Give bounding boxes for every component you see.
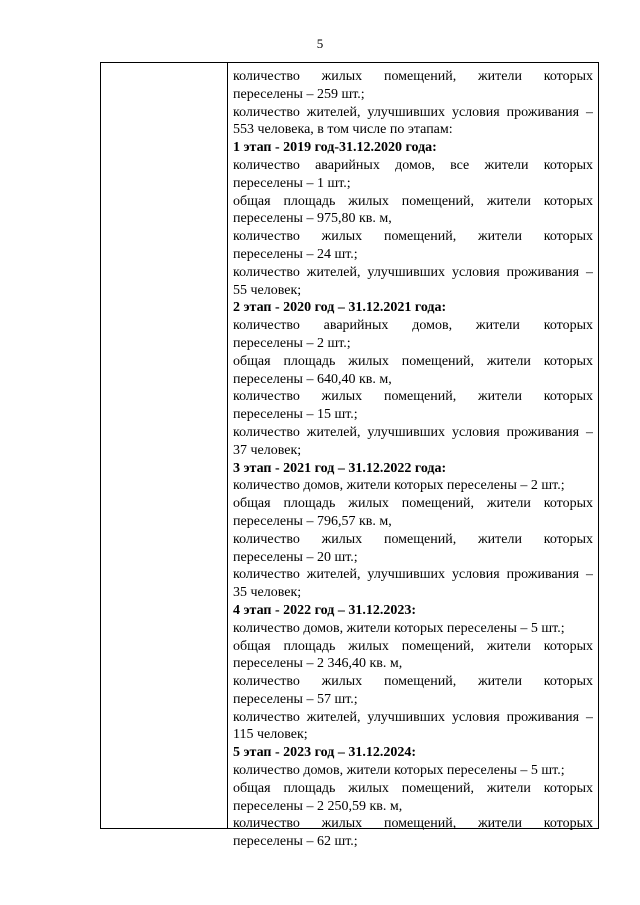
text-line: количество жителей, улучшивших условия проживания – [233, 264, 593, 280]
text-line: 553 человека, в том числе по этапам: [233, 122, 453, 138]
text-line: количество аварийных домов, все жители которых [233, 157, 593, 173]
text-line: общая площадь жилых помещений, жители которых [233, 638, 593, 654]
text-line: количество домов, жители которых переселены – 5 шт.; [233, 763, 565, 779]
text-line: количество жителей, улучшивших условия проживания – [233, 104, 593, 120]
table-left-cell [101, 63, 228, 828]
page-number: 5 [316, 36, 324, 51]
text-line: количество домов, жители которых переселены – 5 шт.; [233, 620, 565, 636]
table-right-cell [233, 68, 593, 851]
text-line: количество жилых помещений, жители которых [233, 531, 593, 547]
stage-heading: 4 этап - 2022 год – 31.12.2023: [233, 602, 416, 618]
text-line: переселены – 2 шт.; [233, 335, 351, 351]
text-line: 35 человек; [233, 585, 302, 601]
stage-heading: 3 этап - 2021 год – 31.12.2022 года: [233, 460, 447, 476]
text-line: переселены – 24 шт.; [233, 246, 358, 262]
text-line: количество жилых помещений, жители которых [233, 229, 593, 245]
text-line: количество жилых помещений, жители которых [233, 69, 593, 84]
text-line: 115 человек; [233, 727, 308, 743]
text-line: переселены – 1 шт.; [233, 175, 351, 191]
text-line: переселены – 975,80 кв. м, [233, 211, 392, 227]
text-line: количество аварийных домов, жители которых [233, 318, 593, 334]
text-line: переселены – 640,40 кв. м, [233, 371, 392, 387]
text-line: переселены – 2 250,59 кв. м, [233, 798, 403, 814]
text-line: переселены – 15 шт.; [233, 407, 358, 423]
text-line: общая площадь жилых помещений, жители которых [233, 353, 593, 369]
text-line: переселены – 259 шт.; [233, 86, 365, 102]
text-line: количество жилых помещений, жители которых [233, 816, 593, 832]
text-line: количество жителей, улучшивших условия проживания – [233, 567, 593, 583]
text-line: переселены – 2 346,40 кв. м, [233, 656, 403, 672]
text-line: общая площадь жилых помещений, жители которых [233, 496, 593, 512]
text-line: 55 человек; [233, 282, 302, 298]
text-line: количество жилых помещений, жители которых [233, 389, 593, 405]
text-line: количество жителей, улучшивших условия проживания – [233, 709, 593, 725]
text-line: количество домов, жители которых переселены – 2 шт.; [233, 478, 565, 494]
text-line: переселены – 57 шт.; [233, 691, 358, 707]
stage-heading: 1 этап - 2019 год-31.12.2020 года: [233, 140, 437, 156]
text-line: количество жилых помещений, жители которых [233, 674, 593, 690]
text-line: переселены – 796,57 кв. м, [233, 513, 392, 529]
document-table [100, 62, 599, 850]
stage-heading: 2 этап - 2020 год – 31.12.2021 года: [233, 300, 447, 316]
text-line: общая площадь жилых помещений, жители которых [233, 193, 593, 209]
text-line: переселены – 62 шт.; [233, 834, 358, 850]
text-line: переселены – 20 шт.; [233, 549, 358, 565]
text-line: 37 человек; [233, 442, 302, 458]
stage-heading: 5 этап - 2023 год – 31.12.2024: [233, 745, 416, 761]
text-line: общая площадь жилых помещений, жители которых [233, 780, 593, 796]
text-line: количество жителей, улучшивших условия проживания – [233, 424, 593, 440]
